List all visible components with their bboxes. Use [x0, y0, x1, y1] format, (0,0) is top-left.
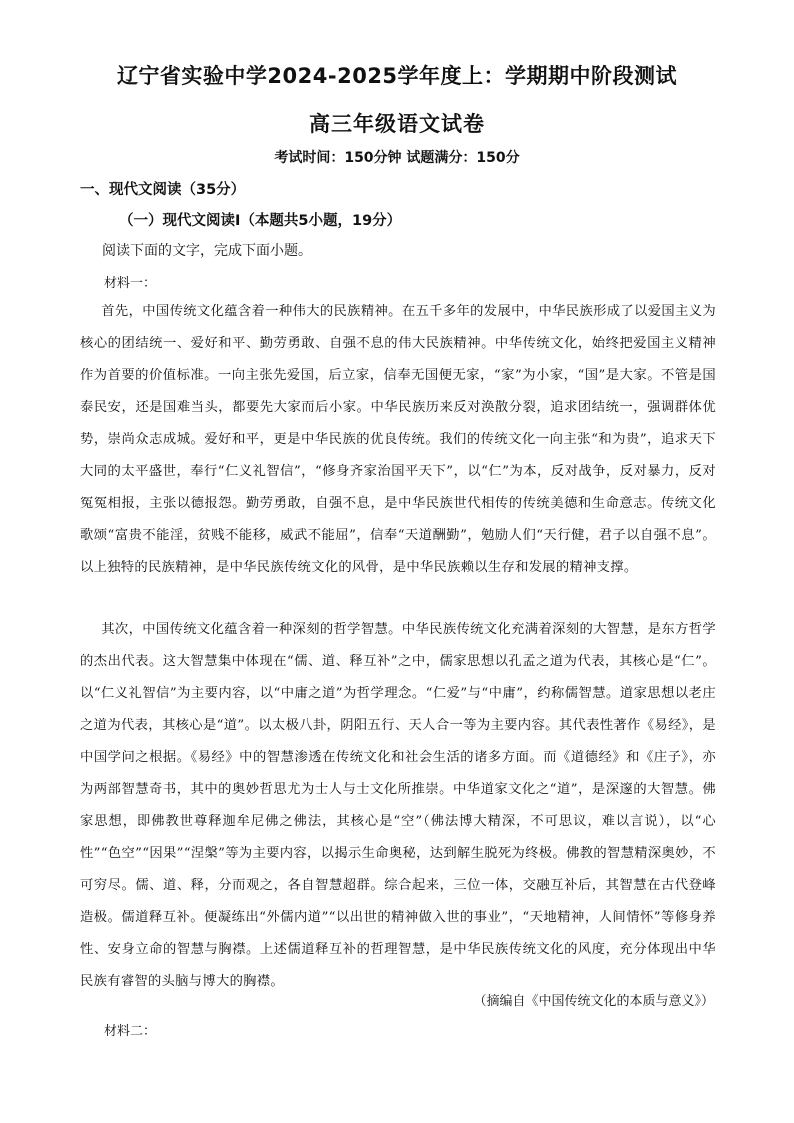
exam-subtitle: 高三年级语文试卷 — [309, 112, 485, 136]
reading-instruction: 阅读下面的文字，完成下面小题。 — [102, 243, 312, 259]
section-heading: 一、现代文阅读（35分） — [80, 182, 246, 198]
material-two-label: 材料二： — [104, 1024, 157, 1039]
exam-title: 辽宁省实验中学2024-2025学年度上：学期期中阶段测试 — [116, 64, 678, 88]
subsection-heading: （一）现代文阅读Ⅰ（本题共5小题，19分） — [119, 213, 402, 229]
source-citation: （摘编自《中国传统文化的本质与意义》） — [473, 994, 714, 1009]
material-one-paragraph-1: 首先，中国传统文化蕴含着一种伟大的民族精神。在五千多年的发展中，中华民族形成了以爱国主义为核心的团结统一、爱好和平、勤劳勇敢、自强不息的伟大民族精神。中华传统文化，始终把爱国主义精神作为首要的价值标准。一向主张先爱国，后立家，信奉无国便无家，“家”为小家，“国”是大家。不管是国泰民安，还是国难当头，都要先大家而后小家。中华民族历来反对涣散分裂，追求团结统一，强调群体优势，崇尚众志成城。爱好和平，更是中华民族的优良传统。我们的传统文化一向主张“和为贵”，追求天下大同的太平盛世，奉行“仁义礼智信”，“修身齐家治国平天下”，以“仁”为本，反对战争，反对暴力，反对冤冤相报，主张以德报怨。勤劳勇敢，自强不息，是中华民族世代相传的传统美德和生命意志。传统文化歌颂“富贵不能淫，贫贱不能移，威武不能屈”，信奉“天道酬勤”，勉励人们“天行健，君子以自强不息”。以上独特的民族精神，是中华民族传统文化的风骨，是中华民族赖以生存和发展的精神支撑。 — [80, 304, 716, 575]
material-one-paragraph-2: 其次，中国传统文化蕴含着一种深刻的哲学智慧。中华民族传统文化充满着深刻的大智慧，是东方哲学的杰出代表。这大智慧集中体现在“儒、道、释互补”之中，儒家思想以孔孟之道为代表，其核心是“仁”。以“仁义礼智信”为主要内容，以“中庸之道”为哲学理念。“仁爱”与“中庸”，约称儒智慧。道家思想以老庄之道为代表，其核心是“道”。以太极八卦，阴阳五行、天人合一等为主要内容。其代表性著作《易经》，是中国学问之根据。《易经》中的智慧渗透在传统文化和社会生活的诸多方面。而《道德经》和《庄子》，亦为两部智慧奇书，其中的奥妙哲思尤为士人与士文化所推崇。中华道家文化之“道”，是深邃的大智慧。佛家思想，即佛教世尊释迦牟尼佛之佛法，其核心是“空”（佛法博大精深，不可思议，难以言说），以“心性”“色空”“因果”“涅槃”等为主要内容，以揭示生命奥秘，达到解生脱死为终极。佛教的智慧精深奥妙，不可穷尽。儒、道、释，分而观之，各自智慧超群。综合起来，三位一体，交融互补后，其智慧在古代登峰造极。儒道释互补。便凝练出“外儒内道”“以出世的精神做入世的事业”，“天地精神，人间情怀”等修身养性、安身立命的智慧与胸襟。上述儒道释互补的哲理智慧，是中华民族传统文化的风度，充分体现出中华民族有睿智的头脑与博大的胸襟。 — [80, 622, 716, 989]
exam-info: 考试时间：150分钟 试题满分：150分 — [274, 150, 520, 166]
material-one-label: 材料一： — [104, 276, 157, 291]
